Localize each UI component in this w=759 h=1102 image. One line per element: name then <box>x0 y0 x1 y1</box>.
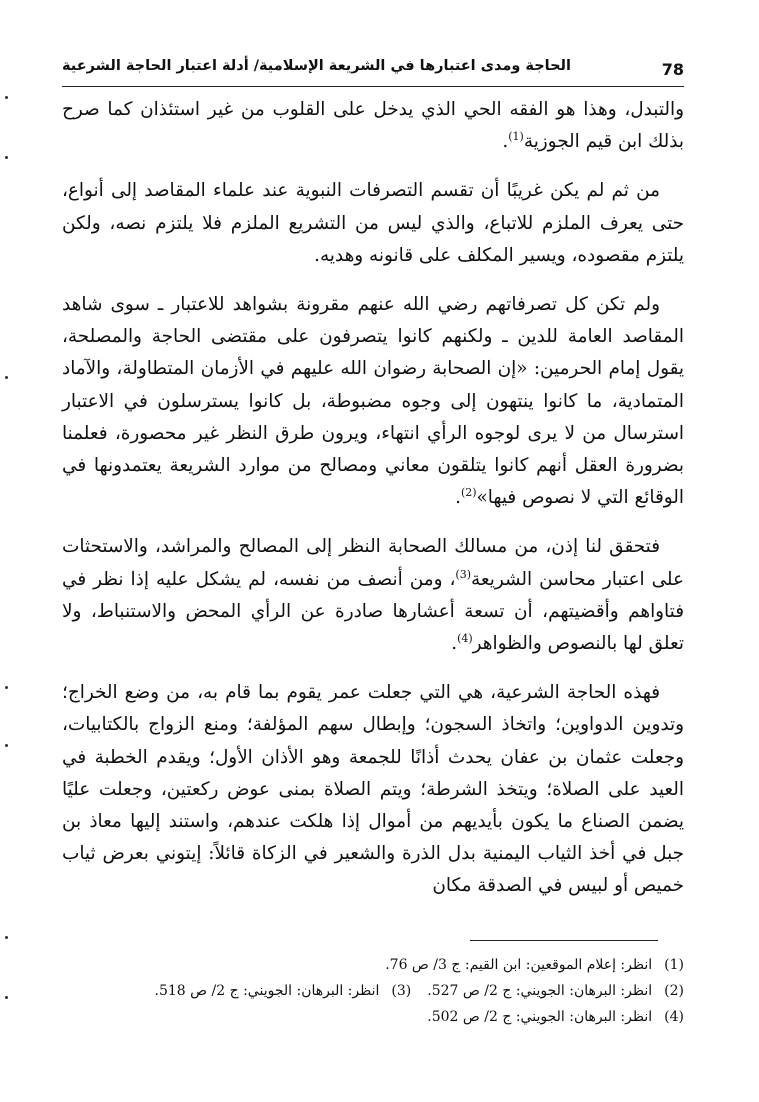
paragraph-text: ولم تكن كل تصرفاتهم رضي الله عنهم مقرونة بشواهد للاعتبار ـ سوى شاهد المقاصد العامة للدين ـ ولكنهم كانوا يتصرفون على مقتضى الحاجة والمصلحة، يقول إمام الحرمين: «إن الصحابة رضوان الله عليهم في الأزمان المتطاولة، والآماد المتمادية، ما كانوا ينتهون إلى وجوه مضبوطة، بل كانوا يسترسلون في الاعتبار استرسال من لا يرى لوجوه الرأي انتهاء، ويرون طرق النظر غير محصورة، فعلمنا بضرورة العقل أنهم كانوا يتلقون معاني ومصالح من موارد الشريعة يعتمدونها في الوقائع التي لا نصوص فيها» <box>62 294 684 509</box>
footnote-text: انظر: البرهان: الجويني: ج 2/ ص 518. <box>154 983 380 999</box>
scan-speck <box>5 936 8 939</box>
paragraph-text: فتحقق لنا إذن، من مسالك الصحابة النظر إلى المصالح والمراشد، والاستحثات على اعتبار محاسن الشريعة <box>62 536 684 590</box>
main-text <box>62 94 684 920</box>
footnote-separator <box>470 940 658 941</box>
paragraph-2: من ثم لم يكن غريبًا أن تقسم التصرفات النبوية عند علماء المقاصد إلى أنواع، حتى يعرف الملزم للاتباع، والذي ليس من التشريع الملزم فلا يلتزم نصه، ولكن يلتزم مقصوده، ويسير المكلف على قانونه وهديه. <box>62 180 684 266</box>
footnote-number: (4) <box>664 1009 684 1025</box>
footnote-text: انظر: البرهان: الجويني: ج 2/ ص 502. <box>427 1009 653 1025</box>
paragraph-1 <box>62 94 684 158</box>
footnote-number: (1) <box>664 957 684 973</box>
footnote-ref-2: (2) <box>460 486 477 500</box>
paragraph-text: . <box>451 633 458 655</box>
paragraph-3 <box>62 289 684 514</box>
footnote-ref-3: (3) <box>455 567 471 581</box>
scan-speck <box>5 156 8 159</box>
paragraph-5: فهذه الحاجة الشرعية، هي التي جعلت عمر يقوم بما قام به، من وضع الخراج؛ وتدوين الدواوين؛ واتخاذ السجون؛ وإبطال سهم المؤلفة؛ ومنع الزواج بالكتابيات، وجعلت عثمان بن عفان يحدث أذانًا للجمعة وهو الأذان الأول؛ ويقدم الخطبة في العيد على الصلاة؛ ويتخذ الشرطة؛ ويتم الصلاة بمنى عوض ركعتين، وجعلت عليًا يضمن الصناع ما يكون بأيديهم من أموال إذا هلكت عندهم، واستند إليها معاذ بن جبل في أخذ الثياب اليمنية بدل الذرة والشعير في الزكاة قائلاً: إيتوني بعرض ثياب خميص أو لبيس في الصدقة مكان <box>62 682 684 897</box>
footnote-number: (3) <box>391 983 412 999</box>
page-number: 78 <box>661 60 684 79</box>
paragraph-text: ، ومن أنصف من نفسه، لم يشكل عليه إذا نظر في فتاواهم وأقضيتهم، أن تسعة أعشارها صادرة عن الرأي المحض والاستنباط، ولا تعلق لها بالنصوص والظواهر <box>62 568 684 655</box>
scan-speck <box>5 686 8 689</box>
scan-speck <box>5 96 8 99</box>
paragraph-text: . <box>502 131 509 153</box>
paragraph-text: والتبدل، وهذا هو الفقه الحي الذي يدخل على القلوب من غير استئذان كما صرح بذلك ابن قيم الجوزية <box>62 99 684 153</box>
footnote-1 <box>62 952 684 978</box>
scan-speck <box>5 996 8 999</box>
footnote-text: انظر: إعلام الموقعين: ابن القيم: ج 3/ ص 76. <box>385 957 653 973</box>
footnote-text: انظر: البرهان: الجويني: ج 2/ ص 527. <box>427 983 653 999</box>
footnote-4 <box>62 1004 684 1030</box>
footnote-number: (2) <box>664 983 684 999</box>
running-title: الحاجة ومدى اعتبارها في الشريعة الإسلامية/ أدلة اعتبار الحاجة الشرعية <box>62 58 571 74</box>
scan-speck <box>5 376 8 379</box>
scan-speck <box>5 744 8 747</box>
footnote-ref-4: (4) <box>457 631 473 645</box>
footnotes <box>62 952 684 1030</box>
page-header <box>62 52 684 87</box>
footnote-ref-1: (1) <box>508 130 524 144</box>
paragraph-4 <box>62 531 684 660</box>
footnote-row-2-3 <box>62 978 684 1004</box>
paragraph-text: . <box>455 487 461 509</box>
